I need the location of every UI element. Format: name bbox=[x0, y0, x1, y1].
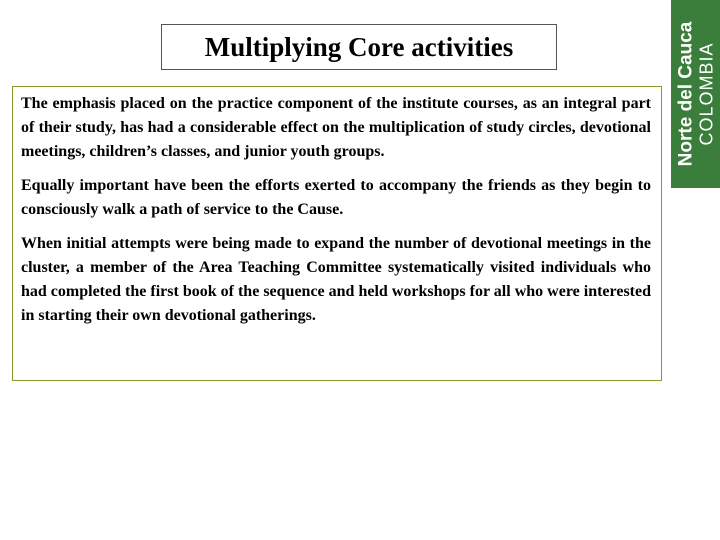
side-brand-text bbox=[671, 0, 720, 188]
paragraph-accompany-friends: Equally important have been the efforts exerted to accompany the friends as they begin to consciously walk a path of service to the Cause. bbox=[21, 177, 651, 218]
side-brand-banner bbox=[671, 0, 720, 188]
paragraph-devotional-meetings: When initial attempts were being made to expand the number of devotional meetings in the cluster, a member of the Area Teaching Committee systematically visited individuals who had completed the first book of the sequence and held workshops for all who were interested in starting their own devotional gatherings. bbox=[21, 235, 651, 324]
content-box bbox=[12, 86, 662, 381]
slide-title-box bbox=[161, 24, 557, 70]
slide-title: Multiplying Core activities bbox=[204, 31, 514, 62]
paragraph-practice-component: The emphasis placed on the practice component of the institute courses, as an integral part of their study, has had a considerable effect on the multiplication of study circles, devotional meetings, children’s classes, and junior youth groups. bbox=[21, 95, 651, 160]
brand-country: COLOMBIA bbox=[696, 42, 716, 146]
brand-name: Norte del Cauca bbox=[675, 21, 696, 167]
